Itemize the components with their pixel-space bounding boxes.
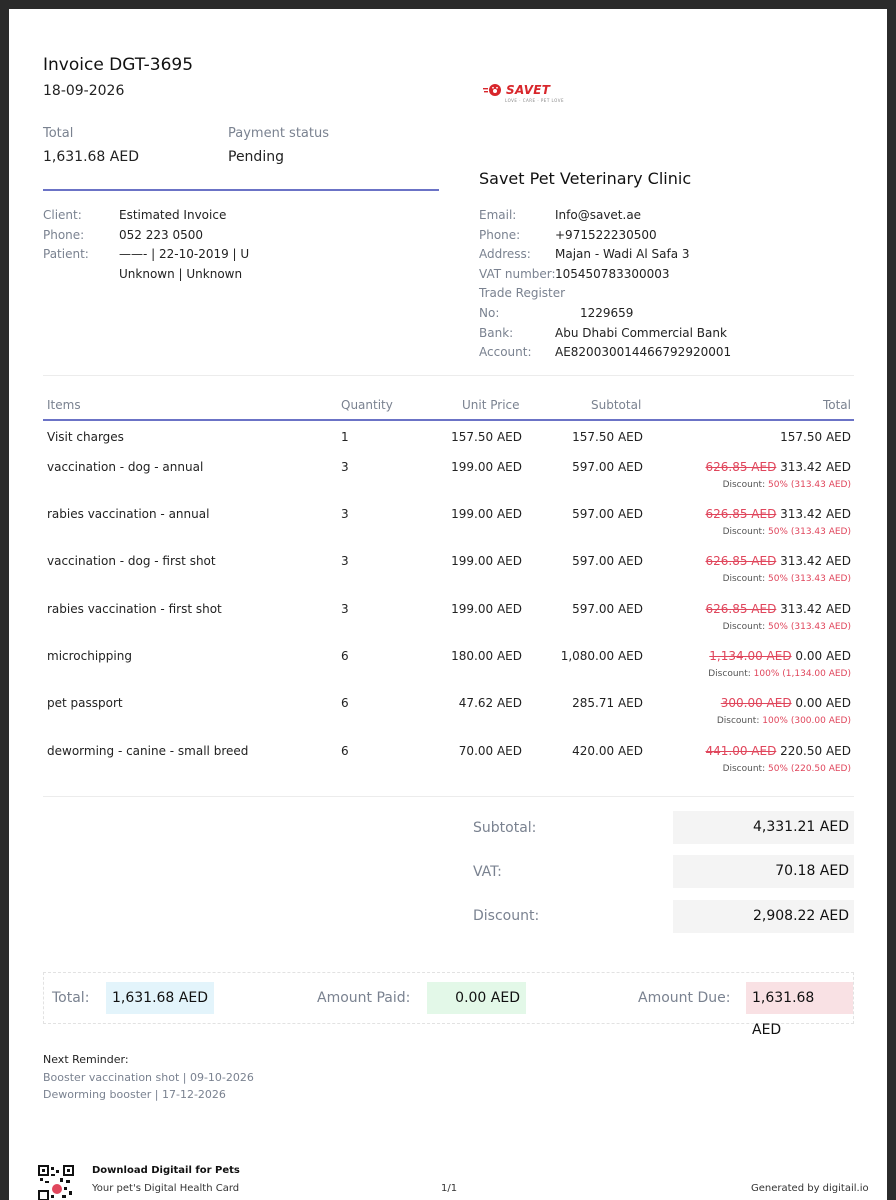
table-row-unit: 199.00 AED: [451, 507, 522, 521]
amount-paid-label: Amount Paid:: [317, 990, 411, 1006]
table-row-subtotal: 597.00 AED: [572, 602, 643, 616]
table-row-total: 0.00 AED: [795, 649, 851, 663]
trade-no-value: 1229659: [580, 305, 634, 320]
discount-value: 50% (313.43 AED): [767, 527, 851, 537]
invoice-page: [9, 9, 887, 1200]
discount-value: 50% (220.50 AED): [767, 764, 851, 774]
payment-status-value: Pending: [228, 149, 284, 165]
discount-note: [723, 622, 851, 632]
client-phone-label: Phone:: [43, 227, 85, 242]
amount-paid-value: 0.00 AED: [427, 982, 526, 1014]
discount-label: Discount:: [722, 574, 766, 584]
table-row-unit: 199.00 AED: [451, 554, 522, 568]
client-label: Client:: [43, 208, 82, 222]
table-row-qty: 6: [341, 696, 349, 710]
table-row-total-cell: [705, 602, 851, 616]
discount-note: [723, 480, 851, 490]
invoice-date: 18-09-2026: [43, 83, 125, 99]
table-row-unit: 199.00 AED: [451, 602, 522, 616]
invoice-title: Invoice DGT-3695: [43, 55, 194, 75]
table-row-subtotal: 597.00 AED: [572, 554, 643, 568]
original-price: 626.85 AED: [705, 602, 777, 616]
totals-bar: [43, 972, 854, 1038]
table-row-subtotal: 1,080.00 AED: [560, 649, 643, 663]
summary-subtotal-label: Subtotal:: [473, 820, 537, 836]
discount-label: Discount:: [722, 480, 766, 490]
table-row-item: microchipping: [47, 649, 132, 663]
amount-due-label: Amount Due:: [638, 990, 731, 1006]
original-price: 1,134.00 AED: [709, 649, 792, 663]
table-row-total-cell: [705, 744, 851, 758]
clinic-name: Savet Pet Veterinary Clinic: [479, 169, 692, 188]
table-row-total: 0.00 AED: [795, 696, 851, 710]
table-row-qty: 6: [341, 744, 349, 758]
discount-value: 50% (313.43 AED): [767, 480, 851, 490]
amount-due-value: 1,631.68 AED: [746, 982, 853, 1014]
header-divider: [43, 189, 439, 191]
summary-discount-value: 2,908.22 AED: [673, 900, 854, 933]
client-details: [43, 206, 249, 284]
footer-subtitle: Your pet's Digital Health Card: [92, 1183, 240, 1194]
table-row-unit: 47.62 AED: [458, 696, 522, 710]
page-number: 1/1: [441, 1183, 458, 1194]
discount-label: Discount:: [722, 622, 766, 632]
patient-value: ——- | 22-10-2019 | U: [119, 247, 250, 262]
table-row-item: rabies vaccination - first shot: [47, 602, 222, 616]
original-price: 626.85 AED: [705, 554, 777, 568]
logo-tagline: LOVE · CARE · PET LOVE: [505, 98, 564, 103]
discount-value: 50% (313.43 AED): [767, 622, 851, 632]
table-row-qty: 3: [341, 602, 349, 616]
vat-number-value: 105450783300003: [555, 266, 670, 281]
clinic-details: [479, 206, 731, 363]
discount-note: [708, 669, 851, 679]
address-label: Address:: [479, 247, 531, 262]
table-row-qty: 3: [341, 507, 349, 521]
table-row-total: 220.50 AED: [780, 744, 851, 758]
table-row-total-cell: [709, 649, 851, 663]
table-row-total-cell: [705, 460, 851, 474]
table-row-total-cell: [721, 696, 851, 710]
table-row-unit: 180.00 AED: [451, 649, 522, 663]
account-value: AE820030014466792920001: [555, 345, 732, 360]
table-row-total: 313.42 AED: [780, 507, 851, 521]
table-row-qty: 3: [341, 554, 349, 568]
table-row-item: pet passport: [47, 696, 123, 710]
total-label: Total: [43, 126, 74, 141]
next-reminder-title: Next Reminder:: [43, 1053, 129, 1066]
discount-label: Discount:: [722, 764, 766, 774]
table-row-unit: 199.00 AED: [451, 460, 522, 474]
table-row-total: 157.50 AED: [780, 430, 851, 444]
table-header-rule: [43, 419, 854, 421]
original-price: 626.85 AED: [705, 460, 777, 474]
original-price: 441.00 AED: [705, 744, 777, 758]
clinic-logo: [483, 83, 564, 103]
table-row-qty: 6: [341, 649, 349, 663]
table-row-total: 313.42 AED: [780, 460, 851, 474]
discount-label: Discount:: [708, 669, 751, 679]
discount-label: Discount:: [716, 716, 760, 726]
table-row-item: rabies vaccination - annual: [47, 507, 210, 521]
header-subtotal: Subtotal: [591, 398, 642, 412]
summary-vat-value: 70.18 AED: [673, 855, 854, 888]
client-phone-value: 052 223 0500: [119, 227, 203, 242]
header-items: Items: [47, 398, 81, 412]
table-row-qty: 3: [341, 460, 349, 474]
header-unit-price: Unit Price: [462, 398, 520, 412]
table-row-unit: 157.50 AED: [451, 430, 522, 444]
summary-discount-label: Discount:: [473, 908, 540, 924]
table-end-divider: [43, 796, 854, 797]
original-price: 626.85 AED: [705, 507, 777, 521]
logo-wordmark: SAVET: [506, 83, 551, 97]
table-row-total-cell: [705, 507, 851, 521]
payment-status-label: Payment status: [228, 126, 329, 141]
footer-title: Download Digitail for Pets: [92, 1165, 240, 1176]
discount-value: 50% (313.43 AED): [767, 574, 851, 584]
table-row-qty: 1: [341, 430, 349, 444]
table-row-subtotal: 420.00 AED: [572, 744, 643, 758]
table-row-item: Visit charges: [47, 430, 124, 444]
client-value: Estimated Invoice: [119, 208, 227, 222]
table-row-subtotal: 157.50 AED: [572, 430, 643, 444]
table-row-total: 313.42 AED: [780, 602, 851, 616]
table-row-subtotal: 285.71 AED: [572, 696, 643, 710]
account-label: Account:: [479, 345, 532, 360]
discount-note: [717, 716, 851, 726]
table-row-item: vaccination - dog - first shot: [47, 554, 216, 568]
summary-subtotal-value: 4,331.21 AED: [673, 811, 854, 844]
discount-label: Discount:: [722, 527, 766, 537]
clinic-phone-label: Phone:: [479, 227, 521, 242]
table-row-total-cell: [705, 554, 851, 568]
table-row-unit: 70.00 AED: [458, 744, 522, 758]
bank-value: Abu Dhabi Commercial Bank: [555, 325, 727, 340]
table-row-item: vaccination - dog - annual: [47, 460, 204, 474]
generated-by: Generated by digitail.io: [751, 1183, 869, 1194]
patient-label: Patient:: [43, 247, 89, 262]
header-total: Total: [822, 398, 851, 412]
totals-total-value: 1,631.68 AED: [106, 982, 214, 1014]
reminder-item: Booster vaccination shot | 09-10-2026: [43, 1071, 254, 1084]
header-quantity: Quantity: [341, 398, 393, 412]
discount-note: [723, 764, 851, 774]
patient-value-2: Unknown | Unknown: [119, 266, 243, 281]
bank-label: Bank:: [479, 325, 514, 340]
email-label: Email:: [479, 208, 517, 222]
table-row-item: deworming - canine - small breed: [47, 744, 249, 758]
trade-no-label: No:: [479, 305, 500, 320]
summary-vat-label: VAT:: [473, 864, 502, 880]
paw-logo-icon: [483, 83, 503, 97]
discount-note: [723, 527, 851, 537]
section-divider: [43, 375, 854, 376]
table-row-subtotal: 597.00 AED: [572, 507, 643, 521]
discount-note: [723, 574, 851, 584]
table-row-total: 313.42 AED: [780, 554, 851, 568]
address-value: Majan - Wadi Al Safa 3: [555, 247, 690, 262]
qr-code-icon: [38, 1165, 74, 1200]
email-value: Info@savet.ae: [555, 208, 642, 222]
discount-value: 100% (1,134.00 AED): [753, 669, 851, 679]
clinic-phone-value: +971522230500: [555, 227, 657, 242]
table-row-subtotal: 597.00 AED: [572, 460, 643, 474]
discount-value: 100% (300.00 AED): [762, 716, 851, 726]
trade-register-label: Trade Register: [479, 286, 566, 301]
total-value: 1,631.68 AED: [43, 149, 139, 165]
reminder-item: Deworming booster | 17-12-2026: [43, 1088, 226, 1101]
totals-total-label: Total:: [52, 990, 90, 1006]
vat-number-label: VAT number:: [479, 266, 556, 281]
original-price: 300.00 AED: [720, 696, 792, 710]
